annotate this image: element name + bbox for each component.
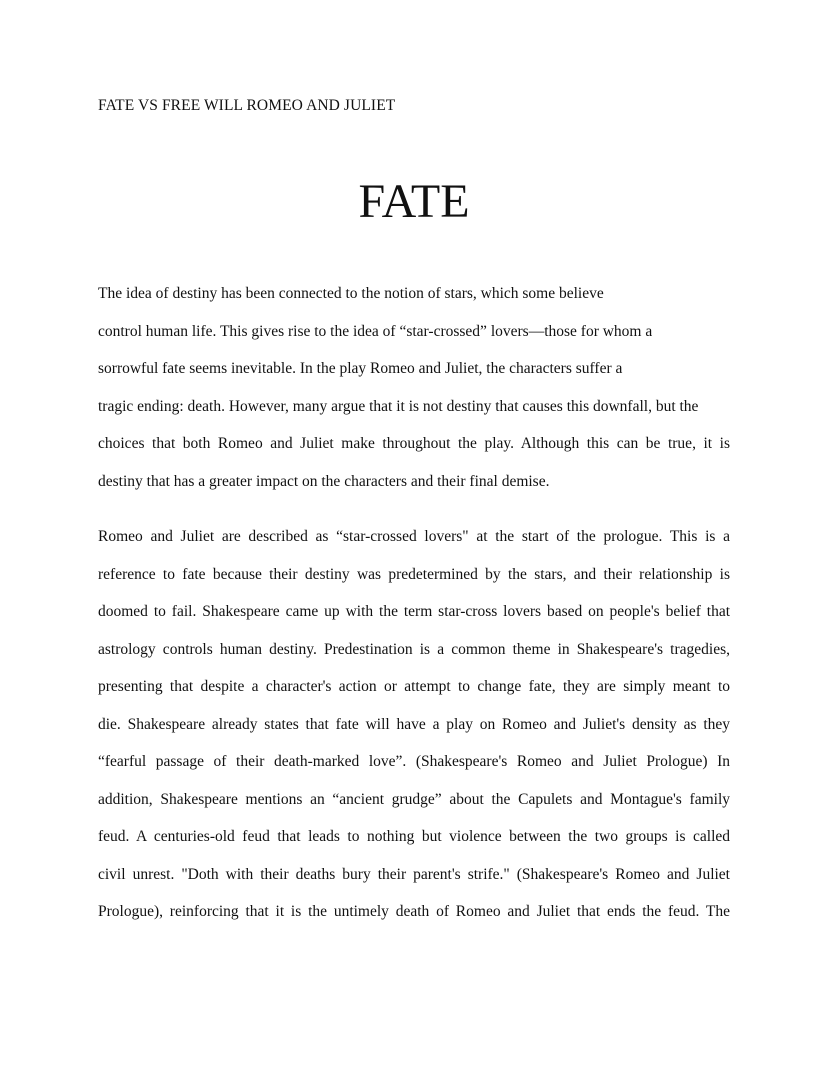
text-line: civil unrest. "Doth with their deaths bury their parent's strife." (Shakespeare's Romeo and Juliet: [98, 865, 730, 883]
text-line: reference to fate because their destiny was predetermined by the stars, and their relationship is: [98, 565, 730, 583]
text-line: addition, Shakespeare mentions an “ancient grudge” about the Capulets and Montague's family: [98, 790, 730, 808]
text-line: The idea of destiny has been connected to the notion of stars, which some believe: [98, 285, 604, 302]
text-line: choices that both Romeo and Juliet make throughout the play. Although this can be true, it is: [98, 435, 730, 452]
page-title: FATE: [358, 175, 470, 228]
paragraph-intro: [98, 285, 730, 510]
text-line: doomed to fail. Shakespeare came up with the term star-cross lovers based on people's belief that: [98, 603, 730, 620]
running-head: FATE VS FREE WILL ROMEO AND JULIET: [98, 97, 396, 114]
paragraph-star-crossed: [98, 528, 730, 941]
text-line: “fearful passage of their death-marked love”. (Shakespeare's Romeo and Juliet Prologue) In: [98, 753, 730, 770]
text-line: feud. A centuries-old feud that leads to nothing but violence between the two groups is called: [98, 828, 730, 845]
text-line: die. Shakespeare already states that fate will have a play on Romeo and Juliet's density as they: [98, 715, 730, 733]
text-line: tragic ending: death. However, many argue that it is not destiny that causes this downfall, but the: [98, 397, 699, 415]
text-line: control human life. This gives rise to the idea of “star-crossed” lovers—those for whom a: [98, 322, 653, 340]
text-line: presenting that despite a character's action or attempt to change fate, they are simply meant to: [98, 678, 730, 695]
text-line: sorrowful fate seems inevitable. In the play Romeo and Juliet, the characters suffer a: [98, 360, 623, 377]
text-line: Romeo and Juliet are described as “star-crossed lovers" at the start of the prologue. This is a: [98, 528, 730, 545]
text-line: astrology controls human destiny. Predestination is a common theme in Shakespeare's tragedies,: [98, 640, 730, 658]
text-line: destiny that has a greater impact on the characters and their final demise.: [98, 472, 550, 490]
text-line: Prologue), reinforcing that it is the untimely death of Romeo and Juliet that ends the feud. The: [98, 903, 730, 920]
